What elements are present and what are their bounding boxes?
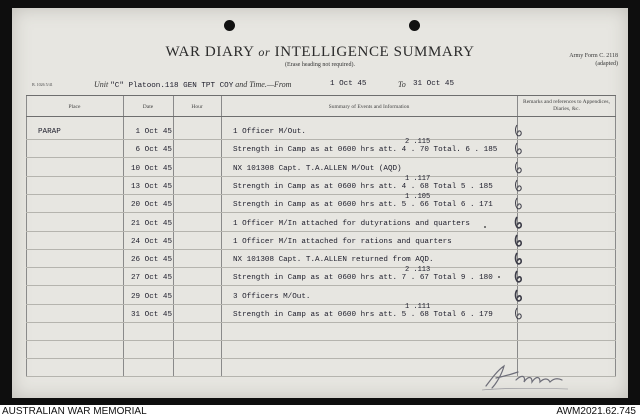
tick-mark-icon (514, 161, 524, 175)
row-summary: Strength in Camp as at 0600 hrs att. 4 . 70 Total. 6 . 185 (233, 146, 498, 155)
tick-mark-icon (514, 216, 524, 230)
row-date: 13 Oct 45 (130, 182, 172, 191)
row-date: 24 Oct 45 (130, 237, 172, 246)
row-strength-officers: 1 .105 (405, 193, 431, 202)
punch-hole-right (409, 20, 420, 31)
page-subtitle: (Erase heading not required). (285, 62, 355, 68)
row-date: 21 Oct 45 (130, 219, 172, 228)
row-date: 31 Oct 45 (130, 311, 172, 319)
print-code: B. 1026 5/41 (32, 82, 53, 87)
accession-number: AWM2021.62.745 (556, 406, 636, 417)
unit-line: Unit "C" Platoon.118 GEN TPT COY and Time.—From (94, 80, 292, 90)
ink-speck (484, 226, 486, 228)
row-date: 27 Oct 45 (130, 274, 172, 283)
diary-table (26, 95, 616, 377)
tick-mark-icon (514, 252, 524, 266)
row-strength-officers: 1 .117 (405, 174, 431, 183)
column-header-place: Place (68, 104, 81, 110)
table-row (26, 160, 616, 177)
table-row (26, 123, 616, 140)
table-row (26, 288, 616, 305)
page-title: WAR DIARY or INTELLIGENCE SUMMARY (165, 44, 475, 60)
tick-mark-icon (514, 142, 524, 156)
diary-sheet (12, 8, 628, 398)
row-rule (26, 249, 616, 250)
archive-caption (0, 405, 640, 418)
table-row (26, 215, 616, 232)
row-summary: 3 Officers M/Out. (233, 292, 311, 301)
army-form-number: Army Form C. 2118 (adapted) (569, 53, 618, 67)
table-row (26, 303, 616, 323)
unit-value: "C" Platoon.118 GEN TPT COY (110, 82, 234, 90)
row-rule (26, 285, 616, 286)
row-rule (26, 231, 616, 232)
row-strength-officers: 2 .115 (405, 138, 431, 147)
table-row (26, 174, 616, 195)
date-to: 31 Oct 45 (413, 80, 455, 88)
table-row (26, 266, 616, 286)
archive-name: AUSTRALIAN WAR MEMORIAL (2, 406, 147, 417)
row-date: 29 Oct 45 (130, 292, 172, 301)
row-summary: NX 101308 Capt. T.A.ALLEN returned from AQD. (233, 256, 434, 265)
column-header-remarks: Remarks and references to Appendices, Diaries, &c. (523, 99, 610, 112)
tick-mark-icon (514, 197, 524, 211)
tick-mark-icon (514, 179, 524, 193)
row-rule (26, 322, 616, 323)
row-rule (26, 194, 616, 195)
header-rule (26, 116, 616, 117)
row-date: 10 Oct 45 (130, 164, 172, 173)
date-from: 1 Oct 45 (330, 80, 367, 88)
row-rule (26, 304, 616, 305)
row-summary: Strength in Camp as at 0600 hrs att. 5 . 66 Total 6 . 171 (233, 201, 493, 210)
row-summary: Strength in Camp as at 0600 hrs att. 5 . 68 Total 6 . 179 (233, 311, 493, 319)
table-row (26, 138, 616, 158)
column-header-date: Date (142, 104, 154, 110)
row-rule (26, 212, 616, 213)
row-strength-officers: 2 .113 (405, 266, 431, 275)
tick-mark-icon (514, 307, 524, 321)
row-summary: 1 Officer M/In attached for dutyrations and quarters (233, 219, 470, 228)
row-summary: Strength in Camp as at 0600 hrs att. 7 . 67 Total 9 . 180 (233, 274, 493, 283)
table-row (26, 251, 616, 268)
row-date: 1 Oct 45 (135, 128, 172, 136)
row-place: PARAP (38, 128, 61, 136)
row-rule (26, 340, 616, 341)
tick-mark-icon (514, 270, 524, 284)
row-date: 20 Oct 45 (130, 201, 172, 210)
row-date: 26 Oct 45 (130, 256, 172, 265)
row-rule (26, 157, 616, 158)
row-rule (26, 176, 616, 177)
row-rule (26, 139, 616, 140)
row-rule (26, 267, 616, 268)
row-strength-officers: 1 .111 (405, 303, 431, 311)
tick-mark-icon (514, 234, 524, 248)
signature-image (482, 358, 570, 394)
tick-mark-icon (514, 124, 524, 138)
tick-mark-icon (514, 289, 524, 303)
column-header-summary: Summary of Events and Information (328, 104, 410, 110)
row-summary: Strength in Camp as at 0600 hrs att. 4 . 68 Total 5 . 185 (233, 182, 493, 191)
row-summary: 1 Officer M/Out. (233, 128, 306, 136)
row-summary: 1 Officer M/In attached for rations and quarters (233, 237, 452, 246)
punch-hole-left (224, 20, 235, 31)
row-date: 6 Oct 45 (135, 146, 172, 155)
column-header-hour: Hour (191, 104, 203, 110)
ink-speck (498, 276, 500, 278)
table-row (26, 193, 616, 213)
to-label: To (398, 80, 406, 89)
table-row (26, 233, 616, 250)
row-summary: NX 101308 Capt. T.A.ALLEN M/Out (AQD) (233, 164, 402, 173)
